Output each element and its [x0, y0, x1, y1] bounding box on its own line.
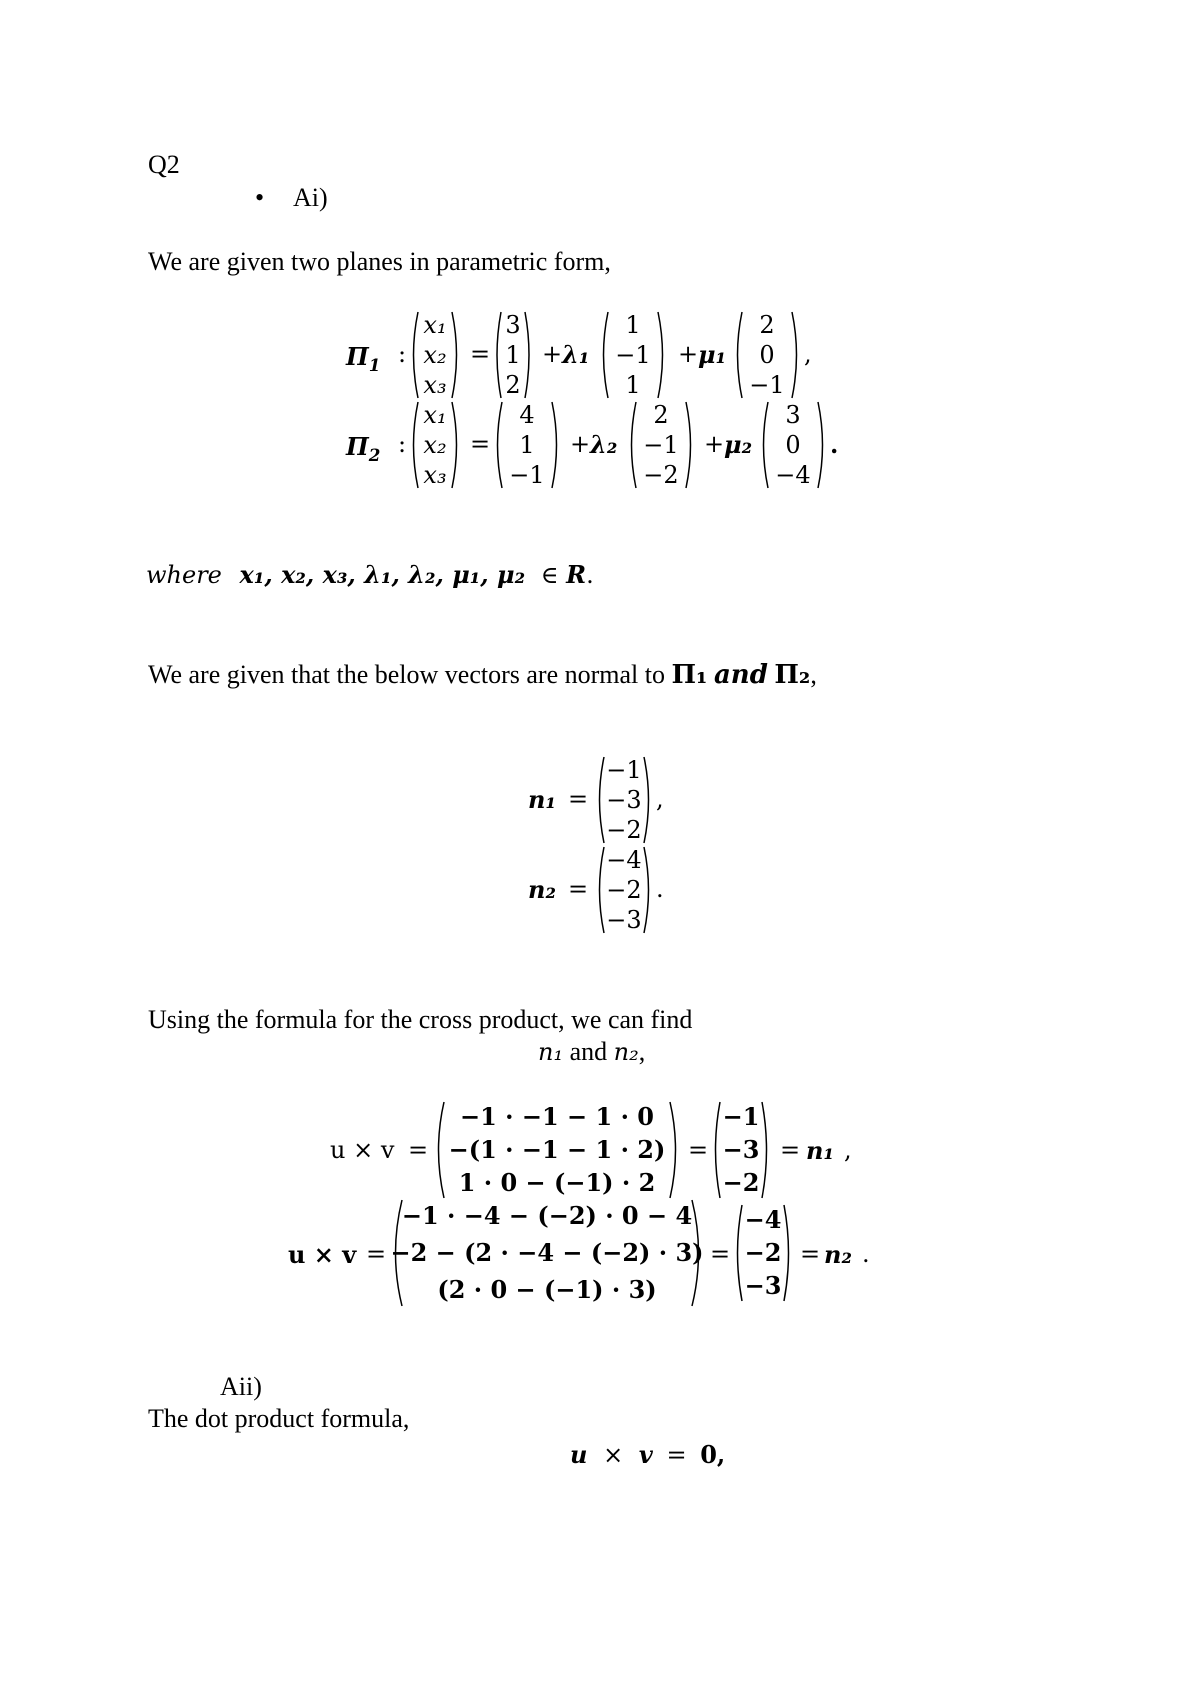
- cross-product-2-components: −1 · −4 − (−2) · 0 − 4 −2 − (2 · −4 − (−2) · 3) (2 · 0 − (−1) · 3): [388, 1198, 706, 1308]
- bullet-icon: •: [255, 183, 265, 212]
- normal-vector-1: n₁ = −1 −3 −2 ,: [528, 756, 664, 844]
- dot-product-intro: The dot product formula,: [148, 1404, 410, 1433]
- plane-2-point-vector: 4 1 −1: [492, 400, 562, 490]
- normal-vector-2-values: −4 −2 −3: [594, 845, 654, 935]
- question-heading: Q2: [148, 150, 180, 179]
- cross-product-2: u × v = −1 · −4 − (−2) · 0 − 4 −2 − (2 · −4 − (−2) · 3) (2 · 0 − (−1) · 3) = −4 −2 −3 = n₂ .: [288, 1198, 928, 1308]
- normal-vector-2: n₂ = −4 −2 −3 .: [528, 846, 664, 934]
- plane-2-direction-2-vector: 3 0 −4: [758, 400, 828, 490]
- plane-2-direction-1-vector: 2 −1 −2: [626, 400, 696, 490]
- cross-product-1-components: −1 · −1 − 1 · 0 −(1 · −1 − 1 · 2) 1 · 0 − (−1) · 2: [432, 1100, 682, 1200]
- plane-1-equation: $\Pi_1$ : x₁ x₂ x₃ = 3 1 2 + λ₁ 1 −1 1 + μ₁ 2 0 −1 ,: [346, 311, 812, 399]
- normal-vector-1-values: −1 −3 −2: [594, 755, 654, 845]
- cross-product-1: u × v = −1 · −1 − 1 · 0 −(1 · −1 − 1 · 2) 1 · 0 − (−1) · 2 = −1 −3 −2 = n₁ ,: [330, 1100, 890, 1200]
- cross-product-targets: n₁ and n₂,: [538, 1037, 646, 1066]
- where-clause: where x₁, x₂, x₃, λ₁, λ₂, μ₁, μ₂ ∈ R.: [146, 560, 594, 589]
- plane-2-lhs-vector: x₁ x₂ x₃: [408, 400, 462, 490]
- plane-1-direction-2-vector: 2 0 −1: [732, 310, 802, 400]
- plane-1-lhs-vector: x₁ x₂ x₃: [408, 310, 462, 400]
- plane-1-direction-1-vector: 1 −1 1: [598, 310, 668, 400]
- cross-product-intro: Using the formula for the cross product, we can find: [148, 1005, 693, 1034]
- plane-2-equation: $\Pi_2$ : x₁ x₂ x₃ = 4 1 −1 + λ₂ 2 −1 −2 + μ₂ 3 0 −4 .: [346, 401, 839, 489]
- dot-product-equation: u × v = 0,: [570, 1440, 726, 1469]
- cross-product-2-result: −4 −2 −3: [732, 1203, 794, 1303]
- part-aii-label: Aii): [220, 1372, 262, 1401]
- part-ai-label: Ai): [293, 183, 328, 212]
- plane-1-point-vector: 3 1 2: [492, 310, 534, 400]
- normals-intro: We are given that the below vectors are normal to Π₁ and Π₂,: [148, 660, 817, 690]
- intro-text: We are given two planes in parametric form,: [148, 247, 611, 276]
- cross-product-1-result: −1 −3 −2: [710, 1100, 772, 1200]
